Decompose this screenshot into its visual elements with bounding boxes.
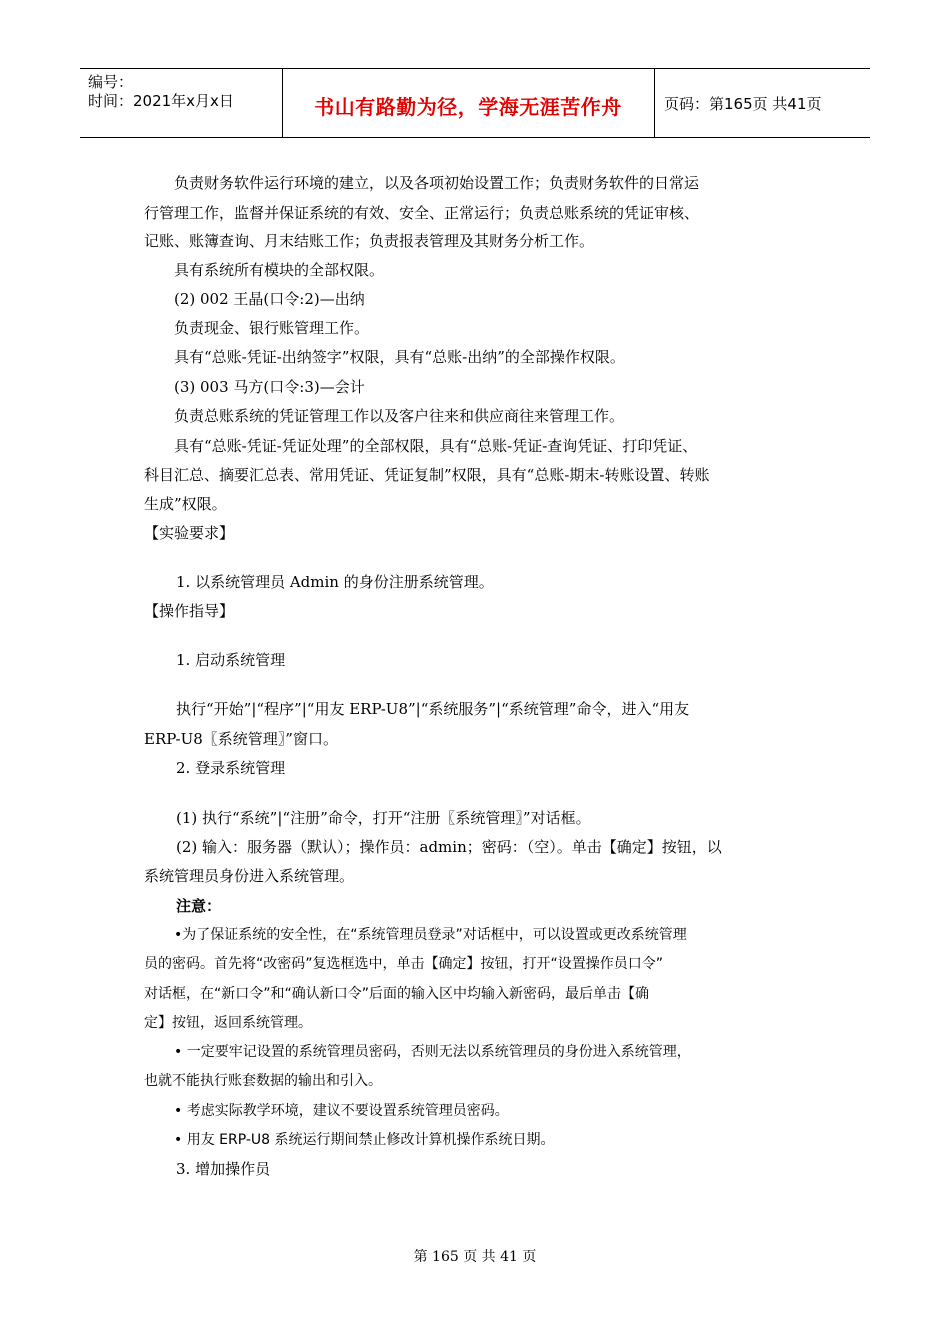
note-line: • 用友 ERP-U8 系统运行期间禁止修改计算机操作系统日期。 xyxy=(174,1132,555,1148)
body-line: 记账、账簿查询、月末结账工作；负责报表管理及其财务分析工作。 xyxy=(144,232,595,250)
note-line: •为了保证系统的安全性，在“系统管理员登录”对话框中，可以设置或更改系统管理 xyxy=(174,927,687,943)
step-heading: 1. 启动系统管理 xyxy=(176,651,286,669)
note-line: 定】按钮，返回系统管理。 xyxy=(144,1015,312,1031)
body-line: (1) 执行“系统”|“注册”命令，打开“注册〖系统管理〗”对话框。 xyxy=(176,809,591,827)
body-line: 系统管理员身份进入系统管理。 xyxy=(144,867,355,885)
number-label: 编号： xyxy=(88,73,134,91)
body-line: (2) 002 王晶(口令:2)—出纳 xyxy=(174,290,365,308)
body-line: 生成”权限。 xyxy=(144,495,227,513)
header-motto-cell xyxy=(282,69,655,137)
step-heading: 2. 登录系统管理 xyxy=(176,759,286,777)
body-line: (2) 输入：服务器（默认）；操作员：admin；密码：（空）。单击【确定】按钮，以 xyxy=(176,838,722,856)
note-line: 对话框，在“新口令”和“确认新口令”后面的输入区中均输入新密码，最后单击【确 xyxy=(144,986,650,1002)
body-line: 具有“总账-凭证-出纳签字”权限，具有“总账-出纳”的全部操作权限。 xyxy=(174,348,625,366)
section-heading: 【操作指导】 xyxy=(144,602,235,620)
body-line: 科目汇总、摘要汇总表、常用凭证、凭证复制”权限，具有“总账-期末-转账设置、转账 xyxy=(144,466,710,484)
body-line: (3) 003 马方(口令:3)—会计 xyxy=(174,378,365,396)
note-line: • 一定要牢记设置的系统管理员密码，否则无法以系统管理员的身份进入系统管理， xyxy=(174,1044,691,1060)
section-heading: 【实验要求】 xyxy=(144,524,235,542)
body-line: 负责现金、银行账管理工作。 xyxy=(174,319,370,337)
time-label: 时间：2021年x月x日 xyxy=(88,92,234,110)
page-header xyxy=(80,68,870,138)
note-line: • 考虑实际教学环境，建议不要设置系统管理员密码。 xyxy=(174,1103,509,1119)
body-line: 具有“总账-凭证-凭证处理”的全部权限，具有“总账-凭证-查询凭证、打印凭证、 xyxy=(174,437,698,455)
body-line: 具有系统所有模块的全部权限。 xyxy=(174,261,385,279)
note-line: 员的密码。首先将“改密码”复选框选中，单击【确定】按钮，打开“设置操作员口令” xyxy=(144,956,664,972)
step-heading: 3. 增加操作员 xyxy=(176,1160,271,1178)
body-line: 负责总账系统的凭证管理工作以及客户往来和供应商往来管理工作。 xyxy=(174,407,625,425)
body-line: 负责财务软件运行环境的建立，以及各项初始设置工作；负责财务软件的日常运 xyxy=(174,174,700,192)
note-line: 也就不能执行账套数据的输出和引入。 xyxy=(144,1073,382,1089)
header-page-cell xyxy=(654,69,870,137)
body-line: 1. 以系统管理员 Admin 的身份注册系统管理。 xyxy=(176,573,494,591)
note-heading: 注意： xyxy=(176,897,222,915)
body-line: ERP-U8〖系统管理〗”窗口。 xyxy=(144,730,338,748)
page-footer: 第 165 页 共 41 页 xyxy=(413,1249,537,1265)
body-line: 执行“开始”|“程序”|“用友 ERP-U8”|“系统服务”|“系统管理”命令，进入“用友 xyxy=(176,700,690,718)
header-meta xyxy=(80,69,283,137)
body-line: 行管理工作，监督并保证系统的有效、安全、正常运行；负责总账系统的凭证审核、 xyxy=(144,204,700,222)
page-info: 页码：第165页 共41页 xyxy=(664,95,822,113)
motto: 书山有路勤为径，学海无涯苦作舟 xyxy=(314,95,622,119)
